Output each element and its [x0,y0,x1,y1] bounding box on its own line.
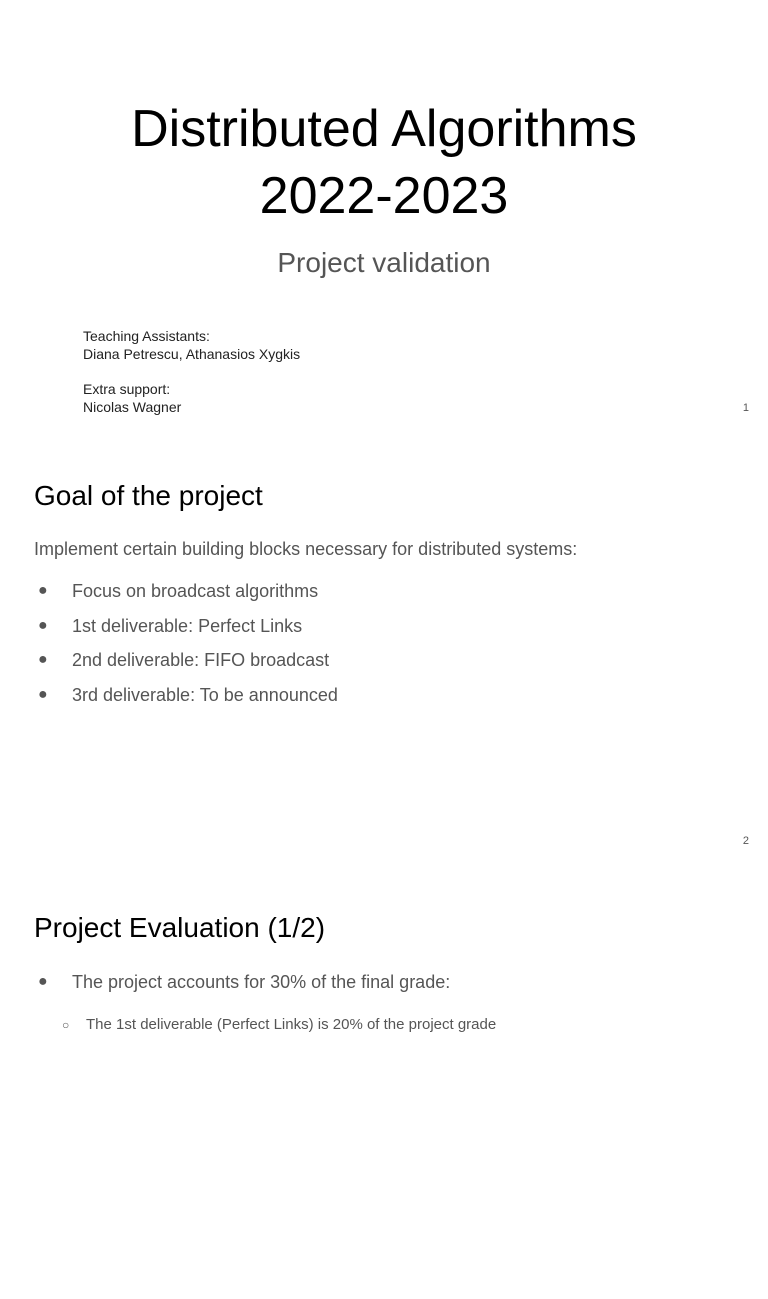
sub-list-item [62,1016,497,1034]
slide-goal [0,433,768,866]
hollow-bullet-icon: ○ [62,1018,70,1032]
extra-support-block [83,380,181,416]
list-item [38,614,338,649]
list-item-text: 2nd deliverable: FIFO broadcast [72,650,330,671]
list-item-text: Focus on broadcast algorithms [72,581,319,601]
sub-list-item-text: The 1st deliverable (Perfect Links) is 20% of the project grade [86,1016,497,1033]
bullet-icon: ● [38,582,48,599]
slide-number: 1 [742,402,749,414]
list-item [38,970,450,1005]
list-item-text: 1st deliverable: Perfect Links [72,615,303,636]
bullet-list [38,579,338,717]
slide-subtitle: Project validation [277,247,491,278]
slide-number: 2 [742,835,749,847]
bullet-icon: ● [38,616,48,634]
list-item [38,648,338,683]
list-item [38,579,338,614]
bullet-icon: ● [38,973,48,990]
list-item-text: 3rd deliverable: To be announced [72,684,338,705]
slide-title-line-2: 2022-2023 [259,167,509,225]
extra-support-names: Nicolas Wagner [83,399,182,415]
slide-heading: Project Evaluation (1/2) [34,912,326,943]
teaching-assistants-block [83,327,300,363]
slide-heading: Goal of the project [34,480,263,511]
list-item-text: The project accounts for 30% of the final grade: [72,972,451,992]
bullet-icon: ● [38,651,48,669]
slide-intro-text: Implement certain building blocks necessary for distributed systems: [34,539,578,559]
teaching-assistants-names: Diana Petrescu, Athanasios Xygkis [83,346,301,362]
slide-title-line-1: Distributed Algorithms [131,100,637,158]
slide-evaluation [0,866,768,1299]
bullet-icon: ● [38,685,48,703]
extra-support-label: Extra support: [83,381,171,397]
bullet-list [38,970,450,1005]
teaching-assistants-label: Teaching Assistants: [83,328,210,344]
list-item [38,683,338,718]
slide-title [0,0,768,433]
